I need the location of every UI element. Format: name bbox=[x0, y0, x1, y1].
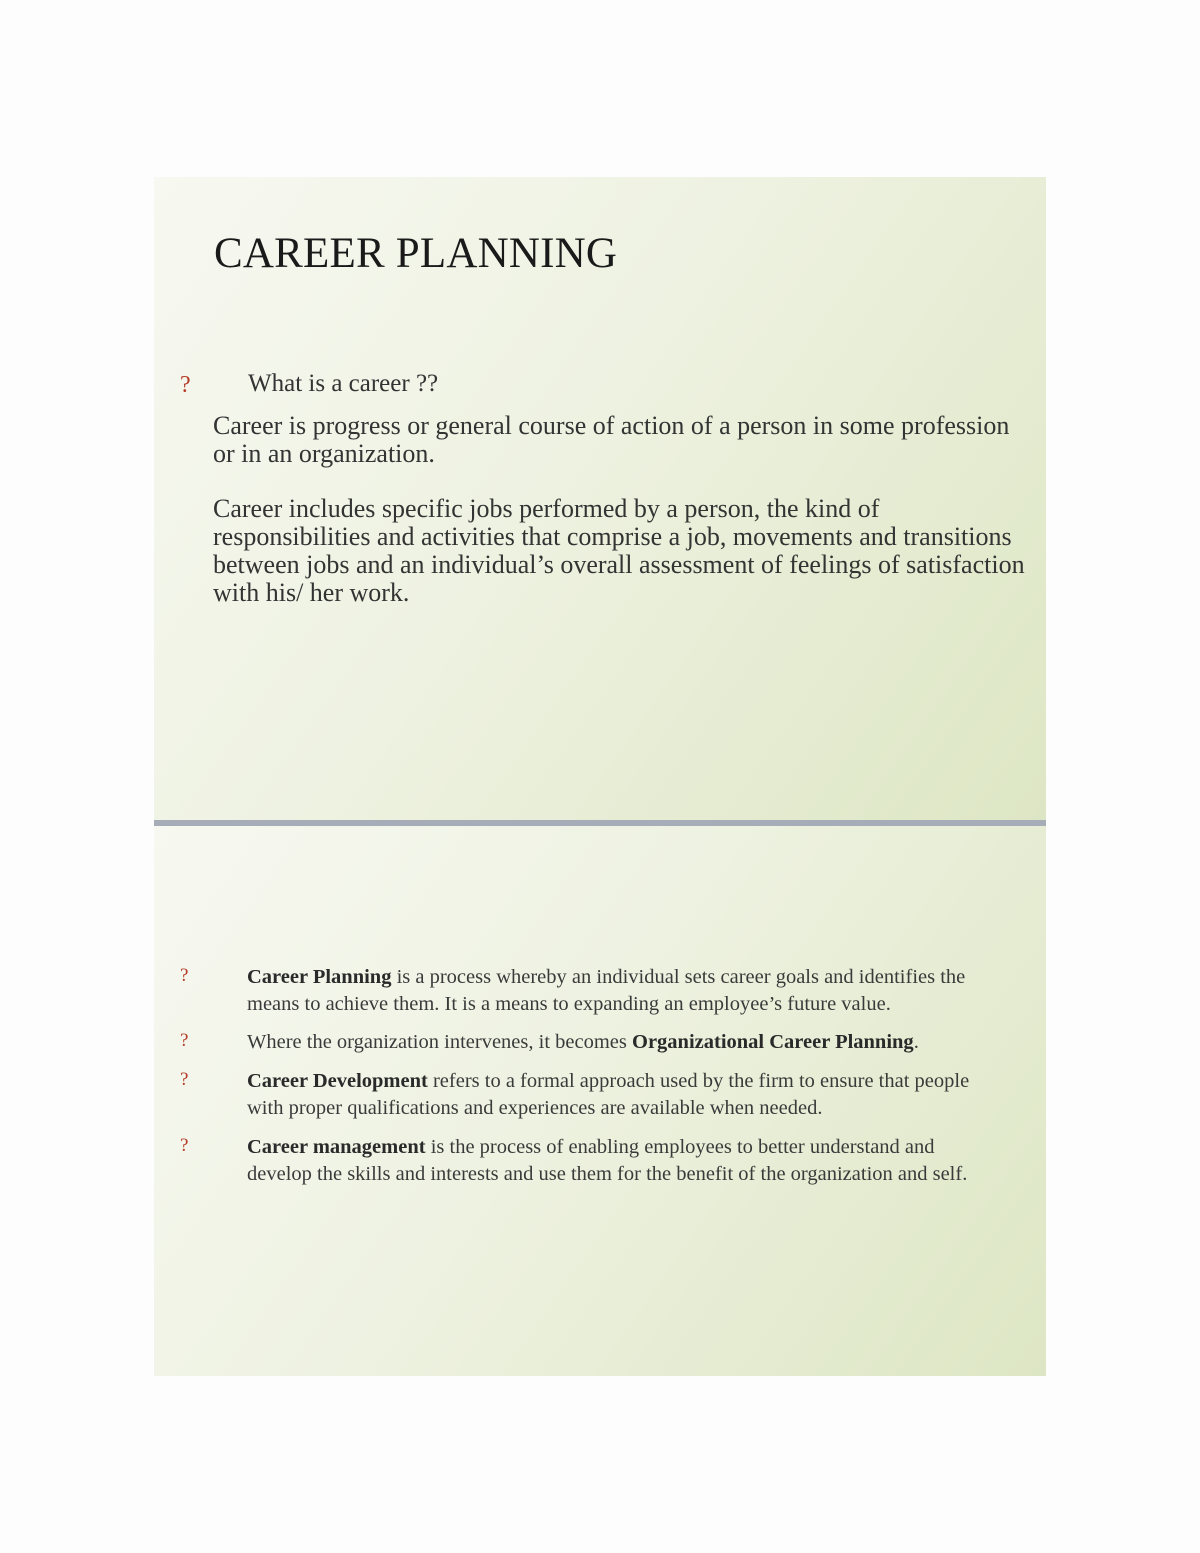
term-bold: Organizational Career Planning bbox=[632, 1031, 914, 1053]
term-bold: Career management bbox=[247, 1136, 426, 1158]
list-item-line: with proper qualifications and experiences are available when needed. bbox=[247, 1097, 823, 1119]
list-item-text bbox=[247, 964, 1037, 1018]
list-item-line bbox=[247, 1029, 1037, 1056]
list-item-line: means to achieve them. It is a means to expanding an employee’s future value. bbox=[247, 993, 891, 1015]
bullet-marker: ? bbox=[180, 965, 189, 986]
list-item-line bbox=[247, 1134, 1037, 1161]
paragraph-line: Career is progress or general course of action of a person in some profession bbox=[213, 411, 1010, 440]
paragraph-line: Career includes specific jobs performed by a person, the kind of bbox=[213, 494, 880, 523]
bullet-marker: ? bbox=[180, 372, 191, 398]
list-item-line: develop the skills and interests and use them for the benefit of the organization and self. bbox=[247, 1163, 968, 1185]
list-item-line bbox=[247, 1068, 1037, 1095]
paragraph-line: between jobs and an individual’s overall assessment of feelings of satisfaction bbox=[213, 550, 1025, 579]
term-description: is the process of enabling employees to better understand and bbox=[425, 1136, 935, 1158]
term-lead: Where the organization intervenes, it becomes bbox=[247, 1031, 632, 1053]
slide-career-planning bbox=[154, 177, 1046, 821]
career-includes-paragraph bbox=[213, 495, 1046, 607]
list-item-text bbox=[247, 1029, 1037, 1056]
term-description: is a process whereby an individual sets career goals and identifies the bbox=[391, 966, 966, 988]
career-definition-paragraph bbox=[213, 412, 1046, 468]
bullet-marker: ? bbox=[180, 1069, 189, 1090]
term-bold: Career Development bbox=[247, 1070, 428, 1092]
slide-career-definitions bbox=[154, 826, 1046, 1376]
paragraph-line: responsibilities and activities that comprise a job, movements and transitions bbox=[213, 522, 1012, 551]
term-tail: . bbox=[913, 1031, 919, 1053]
paragraph-line: or in an organization. bbox=[213, 439, 435, 468]
slide-title: CAREER PLANNING bbox=[214, 230, 618, 277]
paragraph-line: with his/ her work. bbox=[213, 578, 410, 607]
question-text: What is a career ?? bbox=[248, 370, 439, 397]
term-description: refers to a formal approach used by the firm to ensure that people bbox=[427, 1070, 970, 1092]
list-item-text bbox=[247, 1134, 1037, 1188]
bullet-marker: ? bbox=[180, 1030, 189, 1051]
list-item-line bbox=[247, 964, 1037, 991]
list-item-text bbox=[247, 1068, 1037, 1122]
term-bold: Career Planning bbox=[247, 966, 392, 988]
bullet-marker: ? bbox=[180, 1135, 189, 1156]
